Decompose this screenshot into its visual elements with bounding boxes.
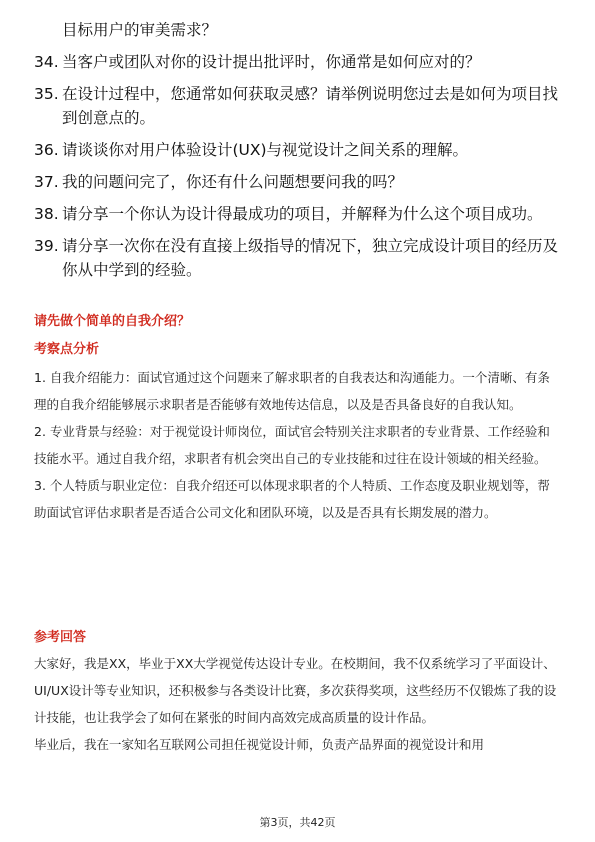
question-list (34, 18, 564, 290)
question-number (34, 18, 62, 42)
question-text: 在设计过程中，您通常如何获取灵感？请举例说明您过去是如何为项目找到创意点的。 (62, 85, 559, 127)
question-number: 35. (34, 85, 59, 103)
main-question-title: 请先做个简单的自我介绍？ (34, 314, 191, 329)
question-number: 34. (34, 53, 59, 71)
answer-section (34, 628, 562, 758)
question-item (34, 202, 564, 226)
question-text: 请分享一个你认为设计得最成功的项目，并解释为什么这个项目成功。 (62, 205, 543, 223)
question-number: 39. (34, 237, 59, 255)
question-text: 请分享一次你在没有直接上级指导的情况下，独立完成设计项目的经历及你从中学到的经验。 (62, 237, 559, 279)
question-number: 36. (34, 141, 59, 159)
analysis-heading: 考察点分析 (34, 342, 100, 357)
answer-paragraph: 毕业后，我在一家知名互联网公司担任视觉设计师，负责产品界面的视觉设计和用 (34, 737, 485, 752)
analysis-section (34, 340, 562, 526)
question-number: 37. (34, 173, 59, 191)
question-text: 请谈谈你对用户体验设计(UX)与视觉设计之间关系的理解。 (62, 141, 469, 159)
question-number: 38. (34, 205, 59, 223)
question-item (34, 18, 564, 42)
answer-paragraph: 大家好，我是XX，毕业于XX大学视觉传达设计专业。在校期间，我不仅系统学习了平面设计、UI/UX设计等专业知识，还积极参与各类设计比赛，多次获得奖项，这些经历不仅锻炼了我的设计技能，也让我学会了如何在紧张的时间内高效完成高质量的设计作品。 (34, 656, 557, 725)
answer-heading: 参考回答 (34, 630, 87, 645)
question-text: 目标用户的审美需求？ (62, 21, 218, 39)
analysis-point: 2. 专业背景与经验：对于视觉设计师岗位，面试官会特别关注求职者的专业背景、工作经验和技能水平。通过自我介绍，求职者有机会突出自己的专业技能和过往在设计领域的相关经验。 (34, 424, 550, 466)
analysis-point: 1. 自我介绍能力：面试官通过这个问题来了解求职者的自我表达和沟通能力。一个清晰、有条理的自我介绍能够展示求职者是否能够有效地传达信息，以及是否具备良好的自我认知。 (34, 370, 550, 412)
question-item (34, 138, 564, 162)
page-footer: 第3页，共42页 (259, 816, 336, 829)
question-item (34, 50, 564, 74)
analysis-point: 3. 个人特质与职业定位：自我介绍还可以体现求职者的个人特质、工作态度及职业规划等，帮助面试官评估求职者是否适合公司文化和团队环境，以及是否具有长期发展的潜力。 (34, 478, 550, 520)
question-item (34, 234, 564, 282)
question-item (34, 82, 564, 130)
main-question-section (34, 312, 562, 332)
question-item (34, 170, 564, 194)
question-text: 我的问题问完了，你还有什么问题想要问我的吗？ (62, 173, 404, 191)
question-text: 当客户或团队对你的设计提出批评时，你通常是如何应对的？ (62, 53, 481, 71)
